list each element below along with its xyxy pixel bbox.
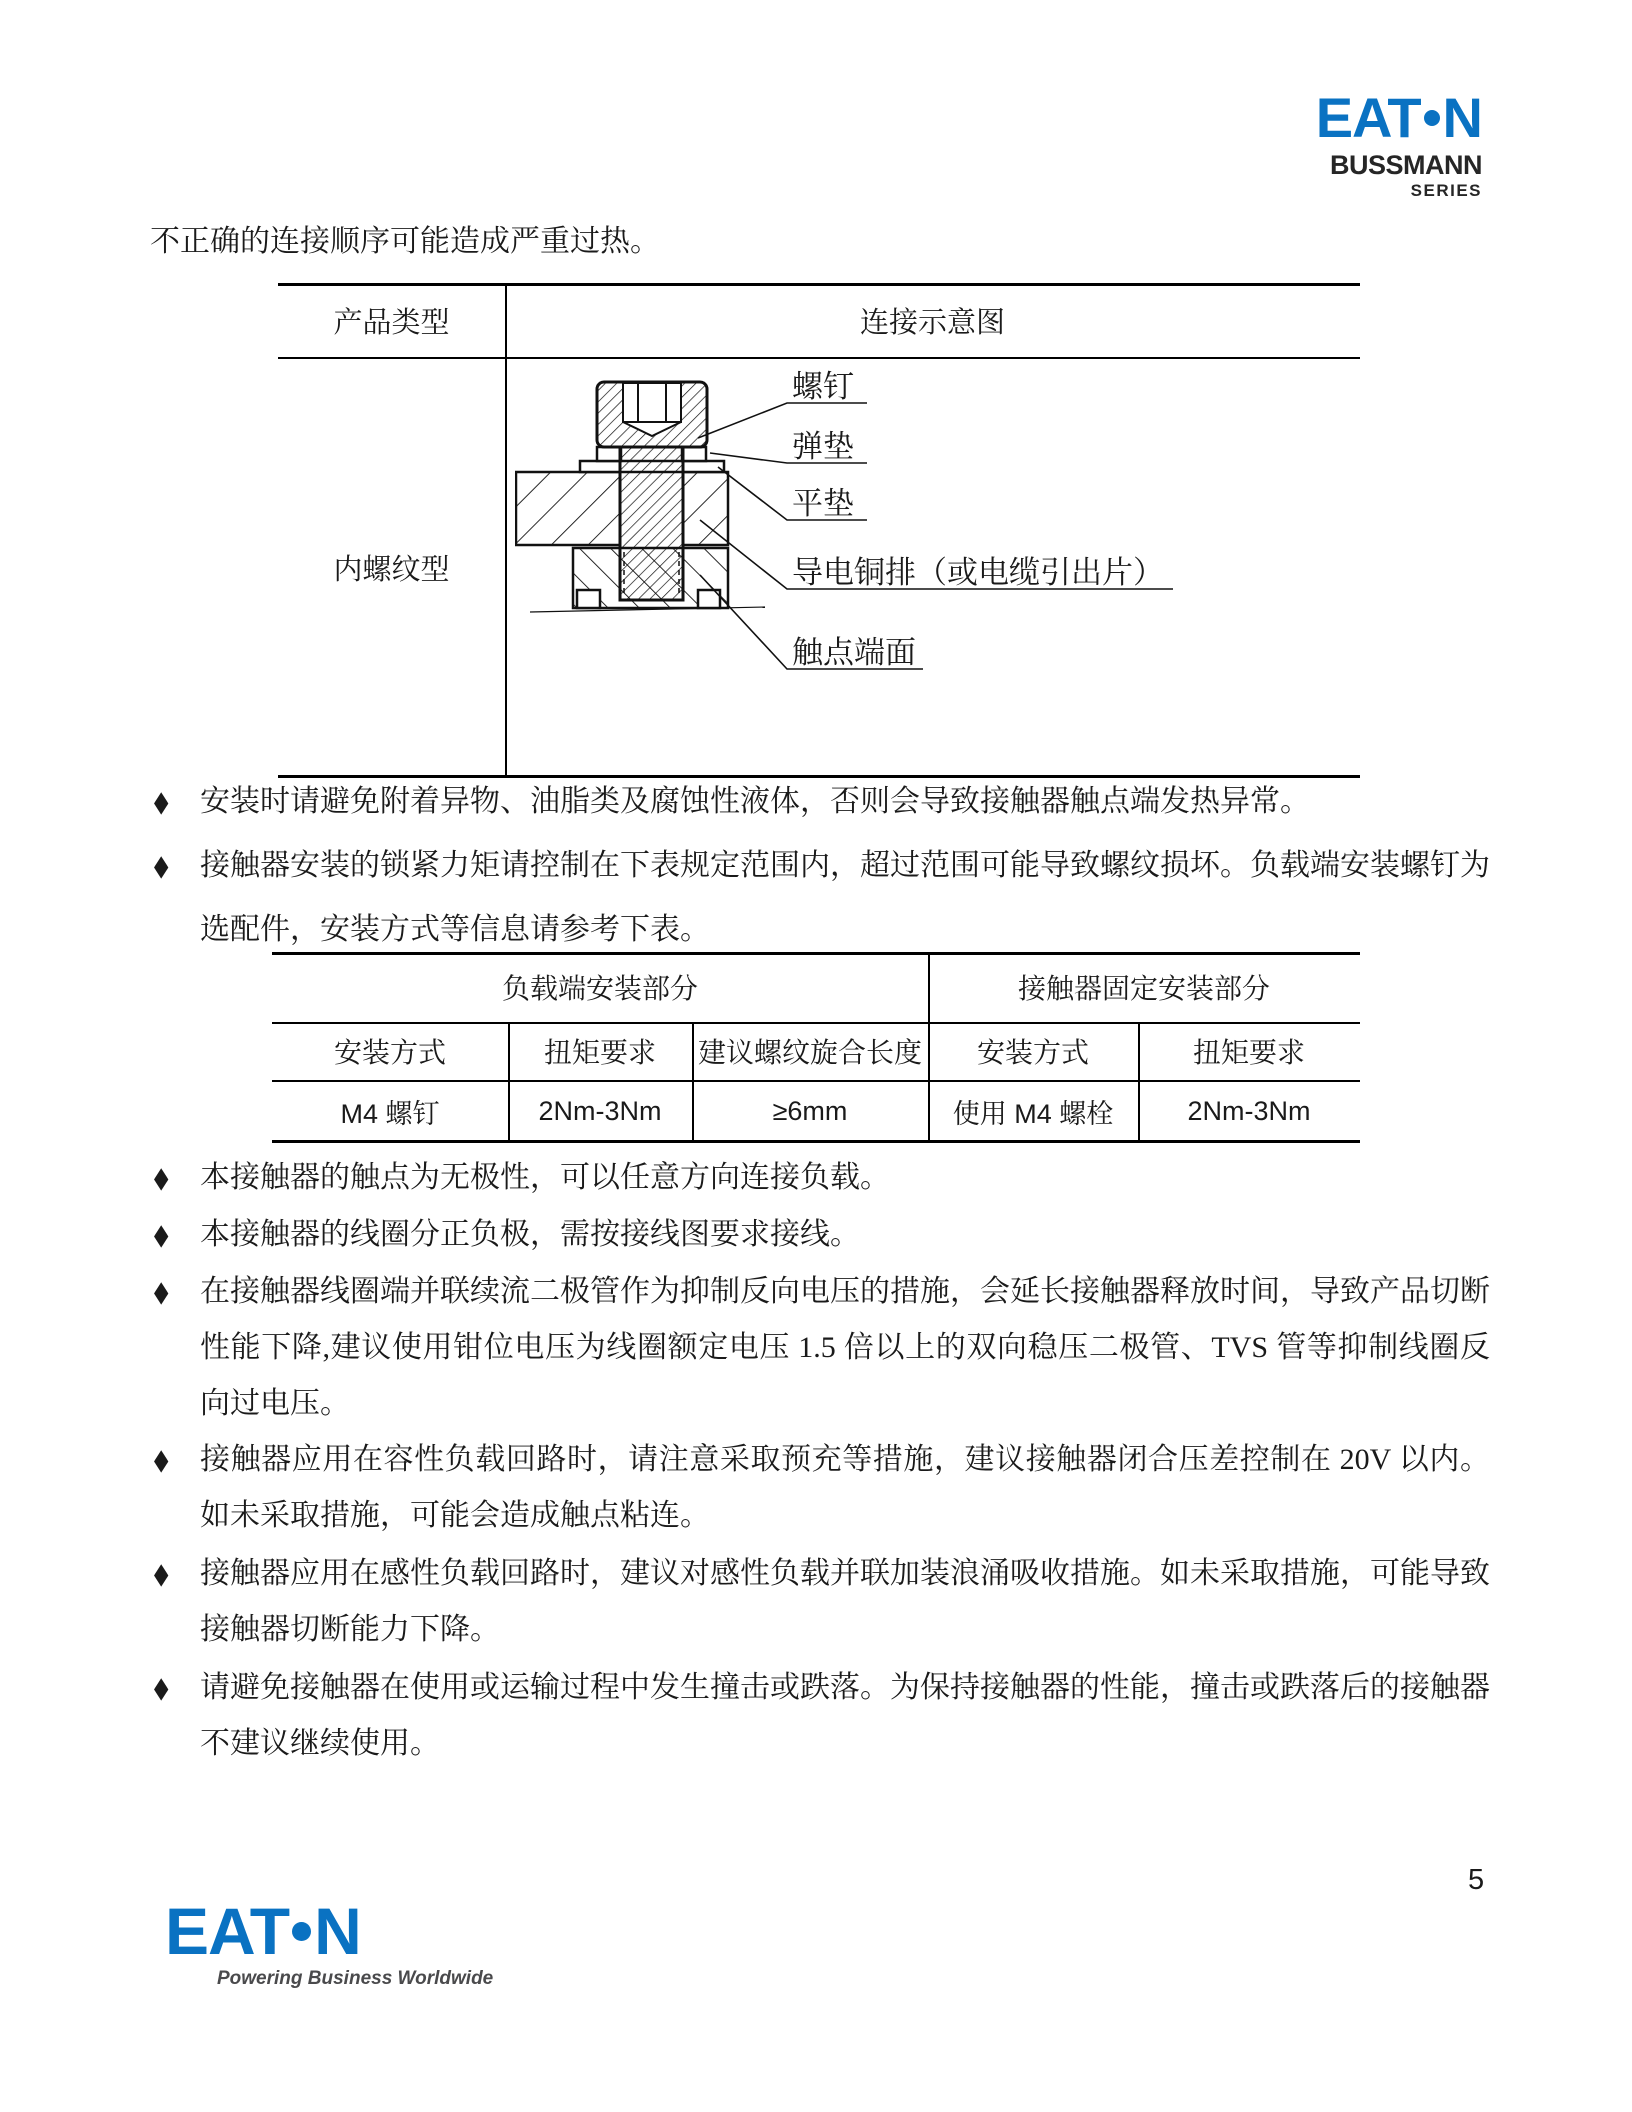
note-item [152, 770, 1490, 834]
eaton-tagline: Powering Business Worldwide [217, 1968, 494, 1989]
diamond-bullet-icon: ◆ [154, 1218, 169, 1251]
note-text: 安装时请避免附着异物、油脂类及腐蚀性液体，否则会导致接触器触点端发热异常。 [200, 785, 1310, 818]
group-header-load-side: 负载端安装部分 [501, 974, 698, 1005]
table-value: 2Nm-3Nm [538, 1096, 662, 1126]
eaton-footer-logo [165, 1894, 494, 1990]
note-item [152, 1207, 1490, 1263]
eaton-logo-letters: EAT [1315, 86, 1421, 149]
column-header-connection-diagram: 连接示意图 [859, 306, 1005, 339]
diamond-bullet-icon: ◆ [154, 1443, 169, 1476]
diagram-label-contact-face: 触点端面 [792, 635, 916, 670]
diamond-bullet-icon: ◆ [154, 849, 169, 882]
note-item [152, 1660, 1490, 1772]
column-header: 扭矩要求 [543, 1038, 656, 1069]
eaton-logo-letters: EAT [165, 1894, 290, 1968]
note-item [152, 1150, 1490, 1206]
eaton-logo-letter-n: N [314, 1894, 361, 1968]
diamond-bullet-icon: ◆ [154, 1671, 169, 1704]
eaton-logo-dot-icon [1424, 110, 1440, 126]
diamond-bullet-icon: ◆ [154, 785, 169, 818]
note-text: 接触器应用在感性负载回路时，建议对感性负载并联加装浪涌吸收措施。如未采取措施，可能导致接触器切断能力下降。 [200, 1557, 1490, 1646]
column-header: 建议螺纹旋合长度 [697, 1038, 922, 1069]
mounting-torque-table [272, 952, 1360, 1143]
spring-washer-shape [682, 447, 706, 461]
row-label-internal-thread-type: 内螺纹型 [333, 554, 450, 586]
note-text: 本接触器的触点为无极性，可以任意方向连接负载。 [200, 1161, 890, 1194]
eaton-logo [1296, 86, 1482, 149]
note-text: 接触器安装的锁紧力矩请控制在下表规定范围内，超过范围可能导致螺纹损坏。负载端安装螺钉为选配件，安装方式等信息请参考下表。 [200, 849, 1490, 946]
column-header: 扭矩要求 [1192, 1038, 1305, 1069]
diagram-label-spring-washer: 弹垫 [792, 429, 854, 464]
bolt-cross-section-drawing [515, 360, 1195, 672]
diagram-label-busbar: 导电铜排（或电缆引出片） [792, 555, 1164, 590]
note-text: 接触器应用在容性负载回路时，请注意采取预充等措施，建议接触器闭合压差控制在 20V 以内。如未采取措施，可能会造成触点粘连。 [200, 1443, 1490, 1532]
eaton-logo-letter-n: N [1442, 86, 1482, 149]
connection-diagram-table [278, 283, 1360, 778]
note-item [152, 1546, 1490, 1658]
note-item [152, 1264, 1490, 1432]
note-text: 请避免接触器在使用或运输过程中发生撞击或跌落。为保持接触器的性能，撞击或跌落后的接触器不建议继续使用。 [200, 1671, 1490, 1760]
diagram-label-screw: 螺钉 [792, 369, 854, 404]
table-value: 2Nm-3Nm [1187, 1096, 1311, 1126]
eaton-bussmann-logo [1296, 86, 1482, 200]
screw-shank-shape [620, 447, 683, 600]
table-value: ≥6mm [772, 1096, 848, 1126]
diamond-bullet-icon: ◆ [154, 1557, 169, 1590]
column-header: 安装方式 [976, 1038, 1089, 1069]
note-item [152, 834, 1490, 962]
spring-washer-shape [597, 447, 621, 461]
column-header: 安装方式 [333, 1038, 446, 1069]
table-value: 使用 M4 螺栓 [952, 1099, 1114, 1129]
column-header-product-type: 产品类型 [333, 306, 450, 339]
note-item [152, 1432, 1490, 1544]
table-divider [505, 283, 507, 778]
eaton-logo-dot-icon [292, 1922, 311, 1941]
note-text: 在接触器线圈端并联续流二极管作为抑制反向电压的措施，会延长接触器释放时间，导致产品切断性能下降,建议使用钳位电压为线圈额定电压 1.5 倍以上的双向稳压二极管、TVS 管等抑制线圈反向过电压。 [200, 1275, 1490, 1420]
diagram-label-flat-washer: 平垫 [792, 486, 854, 521]
note-text: 本接触器的线圈分正负极，需按接线图要求接线。 [200, 1218, 860, 1251]
bolt-connection-diagram [515, 360, 1195, 672]
eaton-logo [165, 1894, 493, 1968]
diamond-bullet-icon: ◆ [154, 1161, 169, 1194]
bussmann-wordmark: BUSSMANN [1329, 150, 1482, 180]
page-number: 5 [1468, 1864, 1485, 1896]
group-header-contactor-fixing: 接触器固定安装部分 [1017, 974, 1270, 1005]
series-wordmark: SERIES [1410, 181, 1482, 200]
intro-paragraph: 不正确的连接顺序可能造成严重过热。 [150, 225, 660, 258]
contact-notch [577, 590, 600, 608]
table-value: M4 螺钉 [340, 1099, 440, 1129]
diamond-bullet-icon: ◆ [154, 1275, 169, 1308]
